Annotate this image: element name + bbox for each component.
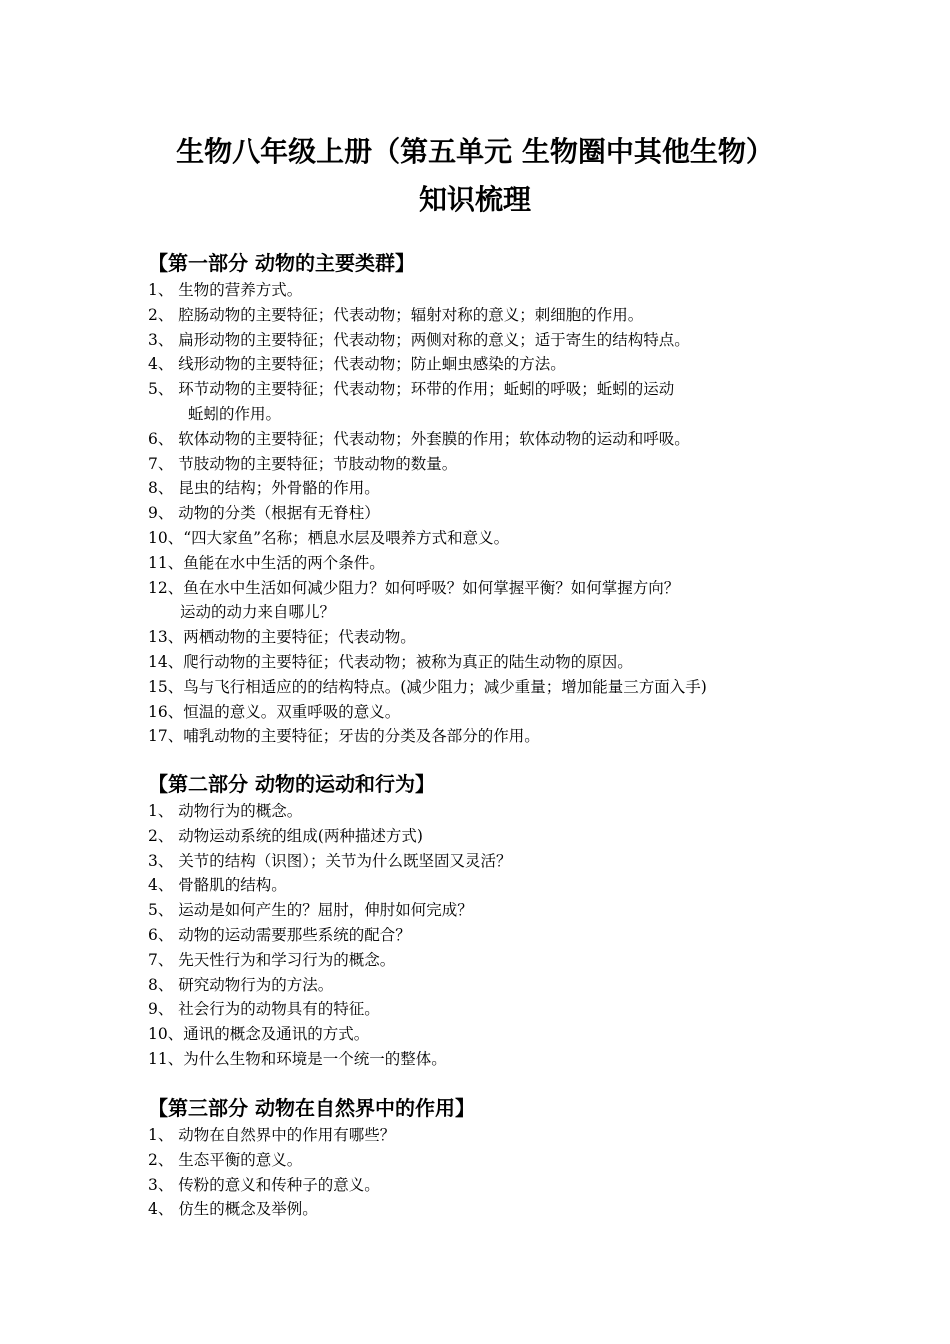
list-item: 9、 社会行为的动物具有的特征。: [148, 1000, 380, 1019]
section-heading: 【第一部分 动物的主要类群】: [148, 251, 415, 275]
list-item: 2、 腔肠动物的主要特征；代表动物；辐射对称的意义；刺细胞的作用。: [148, 305, 644, 324]
list-item: 10、“四大家鱼”名称；栖息水层及喂养方式和意义。: [148, 528, 510, 547]
list-item: 7、 节肢动物的主要特征；节肢动物的数量。: [148, 454, 458, 473]
item-list: [148, 278, 848, 749]
section-animal-groups: [148, 248, 848, 749]
list-item: 2、 生态平衡的意义。: [148, 1150, 303, 1169]
list-item: 5、 运动是如何产生的？屈肘，伸肘如何完成？: [148, 901, 473, 920]
section-movement-behavior: [148, 769, 848, 1072]
list-item: 1、 动物在自然界中的作用有哪些？: [148, 1126, 396, 1144]
item-list: [148, 1123, 848, 1222]
list-item: 1、 生物的营养方式。: [148, 281, 303, 299]
list-item: 4、 骨骼肌的结构。: [148, 876, 287, 895]
list-item: 4、 仿生的概念及举例。: [148, 1200, 318, 1219]
document-title: 生物八年级上册（第五单元 生物圈中其他生物）: [176, 135, 774, 168]
section-heading: 【第二部分 动物的运动和行为】: [148, 772, 435, 796]
list-item: 12、鱼在水中生活如何减少阻力？如何呼吸？如何掌握平衡？如何掌握方向？: [148, 578, 680, 597]
list-item: 8、 研究动物行为的方法。: [148, 975, 334, 994]
list-item: 7、 先天性行为和学习行为的概念。: [148, 950, 396, 969]
list-item: 3、 关节的结构（识图）；关节为什么既坚固又灵活？: [148, 851, 512, 870]
list-item: 1、 动物行为的概念。: [148, 802, 303, 820]
list-item: 6、 软体动物的主要特征；代表动物；外套膜的作用；软体动物的运动和呼吸。: [148, 429, 690, 448]
list-item-continuation: 蚯蚓的作用。: [188, 404, 282, 423]
document-subtitle: 知识梳理: [418, 183, 531, 216]
list-item: 2、 动物运动系统的组成(两种描述方式): [148, 826, 423, 845]
list-item: 11、为什么生物和环境是一个统一的整体。: [148, 1049, 447, 1068]
list-item: 8、 昆虫的结构；外骨骼的作用。: [148, 479, 380, 498]
list-item: 10、通讯的概念及通讯的方式。: [148, 1025, 370, 1044]
section-heading: 【第三部分 动物在自然界中的作用】: [148, 1096, 475, 1120]
list-item-continuation: 运动的动力来自哪儿？: [180, 603, 336, 622]
list-item: 14、爬行动物的主要特征；代表动物；被称为真正的陆生动物的原因。: [148, 652, 633, 671]
item-list: [148, 799, 848, 1072]
section-animal-roles-in-nature: [148, 1093, 848, 1222]
list-item: 15、鸟与飞行相适应的的结构特点。(减少阻力；减少重量；增加能量三方面入手): [148, 677, 707, 696]
list-item: 6、 动物的运动需要那些系统的配合？: [148, 925, 411, 944]
list-item: 9、 动物的分类（根据有无脊柱）: [148, 504, 380, 523]
list-item: 17、哺乳动物的主要特征；牙齿的分类及各部分的作用。: [148, 727, 540, 746]
list-item: 3、 扁形动物的主要特征；代表动物；两侧对称的意义；适于寄生的结构特点。: [148, 330, 690, 349]
list-item: 16、恒温的意义。双重呼吸的意义。: [148, 702, 401, 721]
list-item: 5、 环节动物的主要特征；代表动物；环带的作用；蚯蚓的呼吸；蚯蚓的运动: [148, 380, 675, 399]
list-item: 11、鱼能在水中生活的两个条件。: [148, 553, 385, 572]
list-item: 13、两栖动物的主要特征；代表动物。: [148, 628, 416, 647]
list-item: 4、 线形动物的主要特征；代表动物；防止蛔虫感染的方法。: [148, 355, 566, 374]
list-item: 3、 传粉的意义和传种子的意义。: [148, 1175, 380, 1194]
